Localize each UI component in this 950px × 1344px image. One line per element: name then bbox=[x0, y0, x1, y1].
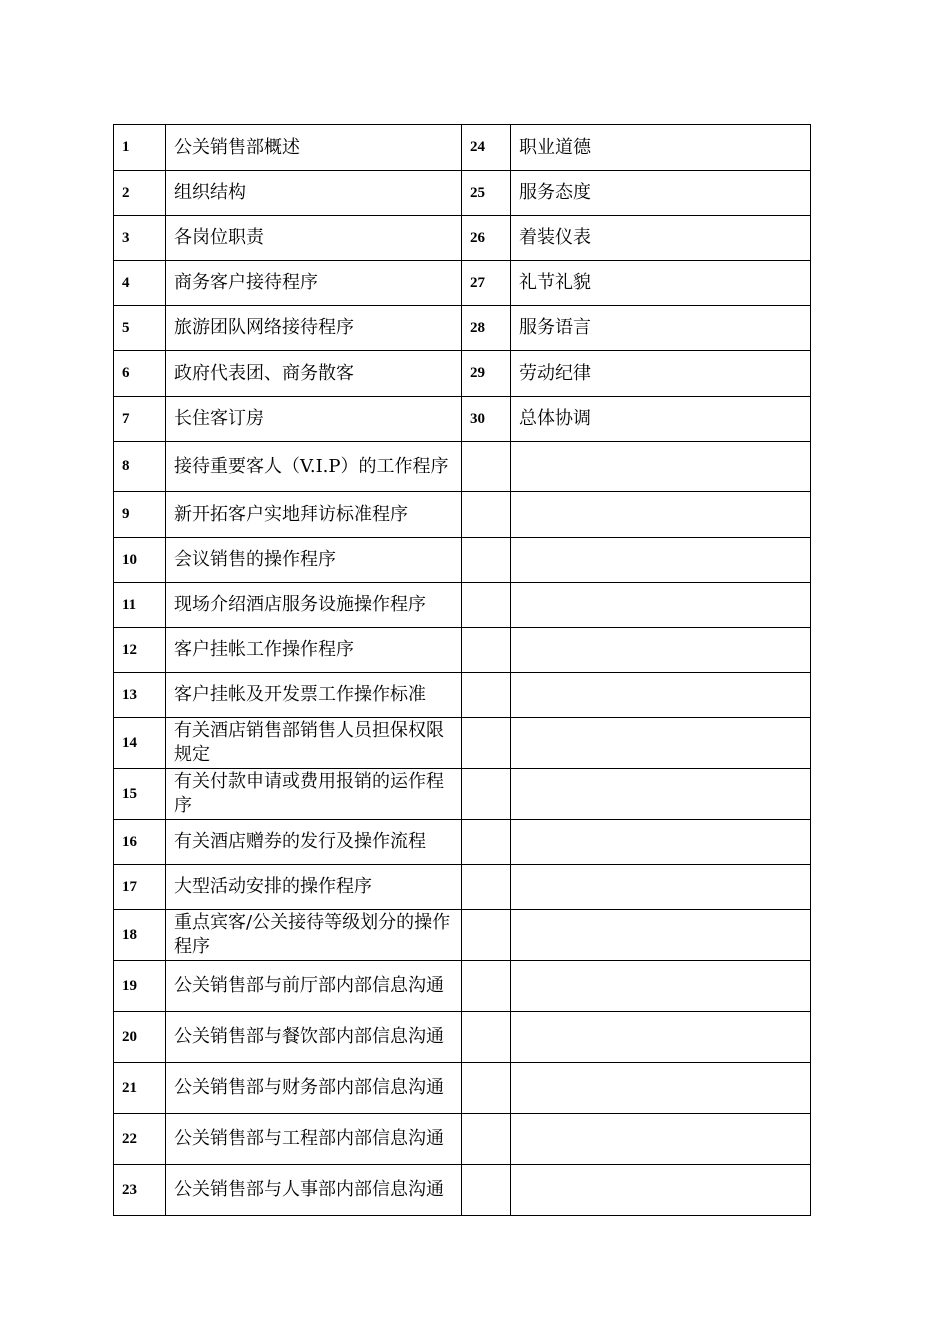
table-row bbox=[114, 125, 811, 171]
right-item-title bbox=[511, 769, 811, 820]
right-item-number bbox=[462, 628, 511, 673]
right-item-title: 劳动纪律 bbox=[511, 351, 811, 397]
table-row bbox=[114, 673, 811, 718]
right-item-title: 礼节礼貌 bbox=[511, 261, 811, 306]
left-item-number: 4 bbox=[114, 261, 166, 306]
table-row bbox=[114, 306, 811, 351]
left-item-number: 17 bbox=[114, 865, 166, 910]
right-item-number bbox=[462, 492, 511, 538]
right-item-number bbox=[462, 865, 511, 910]
contents-table-body bbox=[114, 125, 811, 1216]
left-item-title: 长住客订房 bbox=[166, 397, 462, 442]
right-item-number bbox=[462, 1063, 511, 1114]
left-item-title: 接待重要客人（V.I.P）的工作程序 bbox=[166, 442, 462, 492]
left-item-number: 13 bbox=[114, 673, 166, 718]
right-item-number bbox=[462, 718, 511, 769]
left-item-number: 7 bbox=[114, 397, 166, 442]
right-item-title bbox=[511, 820, 811, 865]
left-item-title: 公关销售部与餐饮部内部信息沟通 bbox=[166, 1012, 462, 1063]
right-item-title bbox=[511, 492, 811, 538]
left-item-number: 21 bbox=[114, 1063, 166, 1114]
right-item-title: 服务态度 bbox=[511, 171, 811, 216]
right-item-number: 24 bbox=[462, 125, 511, 171]
left-item-title: 现场介绍酒店服务设施操作程序 bbox=[166, 583, 462, 628]
left-item-number: 22 bbox=[114, 1114, 166, 1165]
right-item-number bbox=[462, 583, 511, 628]
right-item-title bbox=[511, 538, 811, 583]
left-item-title: 有关酒店赠券的发行及操作流程 bbox=[166, 820, 462, 865]
table-row bbox=[114, 1165, 811, 1216]
left-item-title: 组织结构 bbox=[166, 171, 462, 216]
left-item-title: 有关酒店销售部销售人员担保权限规定 bbox=[166, 718, 462, 769]
table-row bbox=[114, 910, 811, 961]
left-item-number: 19 bbox=[114, 961, 166, 1012]
right-item-number bbox=[462, 1114, 511, 1165]
right-item-number bbox=[462, 820, 511, 865]
left-item-title: 重点宾客/公关接待等级划分的操作程序 bbox=[166, 910, 462, 961]
table-row bbox=[114, 718, 811, 769]
right-item-title bbox=[511, 718, 811, 769]
left-item-title: 大型活动安排的操作程序 bbox=[166, 865, 462, 910]
table-row bbox=[114, 1063, 811, 1114]
table-row bbox=[114, 583, 811, 628]
left-item-number: 16 bbox=[114, 820, 166, 865]
table-row bbox=[114, 397, 811, 442]
left-item-number: 20 bbox=[114, 1012, 166, 1063]
table-row bbox=[114, 1012, 811, 1063]
left-item-title: 公关销售部概述 bbox=[166, 125, 462, 171]
left-item-title: 公关销售部与财务部内部信息沟通 bbox=[166, 1063, 462, 1114]
table-row bbox=[114, 961, 811, 1012]
table-row bbox=[114, 538, 811, 583]
right-item-number bbox=[462, 1165, 511, 1216]
right-item-title bbox=[511, 1165, 811, 1216]
right-item-title: 服务语言 bbox=[511, 306, 811, 351]
right-item-number: 27 bbox=[462, 261, 511, 306]
right-item-title bbox=[511, 961, 811, 1012]
right-item-number bbox=[462, 673, 511, 718]
left-item-number: 18 bbox=[114, 910, 166, 961]
left-item-title: 商务客户接待程序 bbox=[166, 261, 462, 306]
left-item-number: 15 bbox=[114, 769, 166, 820]
right-item-number: 25 bbox=[462, 171, 511, 216]
table-row bbox=[114, 351, 811, 397]
left-item-number: 8 bbox=[114, 442, 166, 492]
left-item-title: 客户挂帐及开发票工作操作标准 bbox=[166, 673, 462, 718]
table-row bbox=[114, 442, 811, 492]
table-row bbox=[114, 820, 811, 865]
right-item-number bbox=[462, 961, 511, 1012]
left-item-number: 9 bbox=[114, 492, 166, 538]
table-row bbox=[114, 261, 811, 306]
left-item-title: 新开拓客户实地拜访标准程序 bbox=[166, 492, 462, 538]
right-item-number bbox=[462, 769, 511, 820]
table-row bbox=[114, 1114, 811, 1165]
right-item-number bbox=[462, 1012, 511, 1063]
left-item-number: 10 bbox=[114, 538, 166, 583]
right-item-title bbox=[511, 673, 811, 718]
table-row bbox=[114, 216, 811, 261]
right-item-title bbox=[511, 1012, 811, 1063]
left-item-title: 会议销售的操作程序 bbox=[166, 538, 462, 583]
table-row bbox=[114, 769, 811, 820]
right-item-number: 30 bbox=[462, 397, 511, 442]
left-item-number: 12 bbox=[114, 628, 166, 673]
left-item-title: 政府代表团、商务散客 bbox=[166, 351, 462, 397]
left-item-title: 旅游团队网络接待程序 bbox=[166, 306, 462, 351]
right-item-title bbox=[511, 442, 811, 492]
left-item-title: 各岗位职责 bbox=[166, 216, 462, 261]
left-item-number: 5 bbox=[114, 306, 166, 351]
left-item-title: 公关销售部与人事部内部信息沟通 bbox=[166, 1165, 462, 1216]
right-item-number: 29 bbox=[462, 351, 511, 397]
right-item-title bbox=[511, 865, 811, 910]
right-item-title: 职业道德 bbox=[511, 125, 811, 171]
right-item-title bbox=[511, 583, 811, 628]
table-row bbox=[114, 628, 811, 673]
left-item-title: 有关付款申请或费用报销的运作程序 bbox=[166, 769, 462, 820]
table-row bbox=[114, 171, 811, 216]
left-item-number: 6 bbox=[114, 351, 166, 397]
right-item-number bbox=[462, 910, 511, 961]
contents-table bbox=[113, 124, 811, 1216]
right-item-number: 28 bbox=[462, 306, 511, 351]
left-item-title: 公关销售部与工程部内部信息沟通 bbox=[166, 1114, 462, 1165]
right-item-number bbox=[462, 538, 511, 583]
left-item-number: 3 bbox=[114, 216, 166, 261]
right-item-title bbox=[511, 628, 811, 673]
right-item-title: 着装仪表 bbox=[511, 216, 811, 261]
left-item-title: 公关销售部与前厅部内部信息沟通 bbox=[166, 961, 462, 1012]
left-item-number: 14 bbox=[114, 718, 166, 769]
right-item-title: 总体协调 bbox=[511, 397, 811, 442]
table-row bbox=[114, 492, 811, 538]
left-item-number: 23 bbox=[114, 1165, 166, 1216]
right-item-title bbox=[511, 910, 811, 961]
right-item-number bbox=[462, 442, 511, 492]
left-item-title: 客户挂帐工作操作程序 bbox=[166, 628, 462, 673]
right-item-number: 26 bbox=[462, 216, 511, 261]
right-item-title bbox=[511, 1114, 811, 1165]
left-item-number: 11 bbox=[114, 583, 166, 628]
left-item-number: 2 bbox=[114, 171, 166, 216]
left-item-number: 1 bbox=[114, 125, 166, 171]
right-item-title bbox=[511, 1063, 811, 1114]
table-row bbox=[114, 865, 811, 910]
